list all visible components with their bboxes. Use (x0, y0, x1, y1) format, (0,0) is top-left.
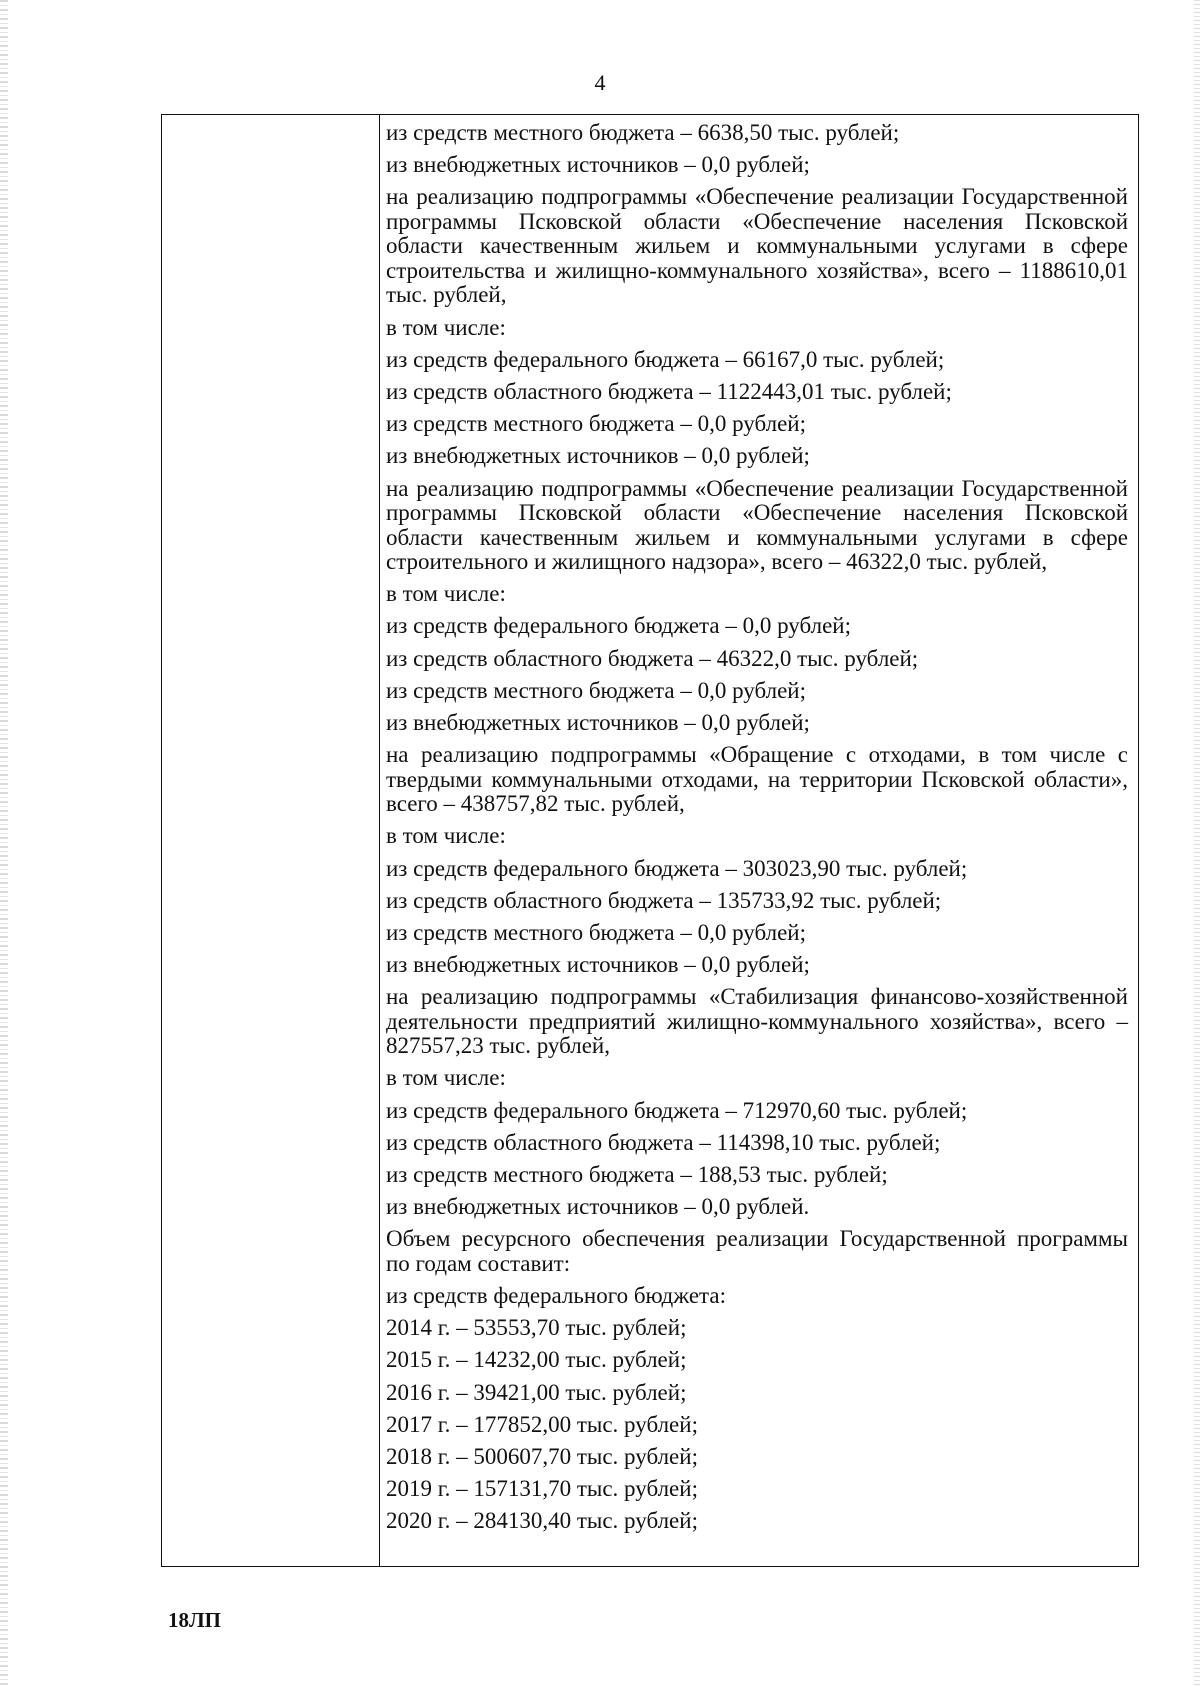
text-paragraph: 2018 г. – 500607,70 тыс. рублей; (386, 1444, 698, 1469)
text-paragraph: из средств местного бюджета – 6638,50 тыс. рублей; (386, 120, 900, 145)
text-paragraph: из средств местного бюджета – 188,53 тыс. рублей; (386, 1162, 888, 1187)
text-paragraph: из внебюджетных источников – 0,0 рублей. (386, 1194, 810, 1220)
text-paragraph: Объем ресурсного обеспечения реализации Государственной программы по годам составит: (386, 1226, 1128, 1276)
scan-edge-right (1194, 0, 1200, 1686)
footer-code: 18ЛП (168, 1608, 221, 1632)
text-paragraph: из средств федерального бюджета – 0,0 рублей; (386, 613, 852, 639)
text-paragraph: из внебюджетных источников – 0,0 рублей; (386, 952, 810, 978)
text-paragraph: 2016 г. – 39421,00 тыс. рублей; (386, 1379, 687, 1405)
text-paragraph: из внебюджетных источников – 0,0 рублей; (386, 152, 810, 178)
column-divider (379, 115, 380, 1566)
text-paragraph: на реализацию подпрограммы «Обеспечение реализации Государственной программы Псковской области «Обеспечение населения Псковской области качественным жильем и коммунальными услугами в сфере строительного и жилищного надзора», всего – 46322,0 тыс. рублей, (386, 475, 1128, 574)
text-paragraph: из средств федерального бюджета: (386, 1283, 726, 1309)
text-paragraph: в том числе: (386, 823, 506, 849)
text-paragraph: из средств местного бюджета – 0,0 рублей; (386, 677, 807, 703)
document-table (161, 114, 1139, 1567)
text-paragraph: на реализацию подпрограммы «Стабилизация финансово-хозяйственной деятельности предприятий жилищно-коммунального хозяйства», всего – 827557,23 тыс. рублей, (386, 984, 1128, 1059)
text-paragraph: в том числе: (386, 1065, 506, 1091)
text-paragraph: из внебюджетных источников – 0,0 рублей; (386, 709, 810, 735)
text-paragraph: в том числе: (386, 314, 506, 340)
text-paragraph: на реализацию подпрограммы «Обеспечение реализации Государственной программы Псковской области «Обеспечение населения Псковской области качественным жильем и коммунальными услугами в сфере строительства и жилищно-коммунального хозяйства», всего – 1188610,01 тыс. рублей, (386, 184, 1128, 308)
text-paragraph: из внебюджетных источников – 0,0 рублей; (386, 443, 810, 469)
page-number: 4 (594, 70, 606, 95)
text-paragraph: 2015 г. – 14232,00 тыс. рублей; (386, 1347, 687, 1373)
text-paragraph: 2019 г. – 157131,70 тыс. рублей; (386, 1476, 698, 1502)
text-paragraph: в том числе: (386, 581, 506, 607)
text-paragraph: из средств областного бюджета – 1122443,01 тыс. рублей; (386, 378, 952, 404)
text-paragraph: 2020 г. – 284130,40 тыс. рублей; (386, 1508, 698, 1534)
scan-edge-left (0, 0, 8, 1686)
text-paragraph: из средств федерального бюджета – 66167,0 тыс. рублей; (386, 346, 945, 372)
text-paragraph: из средств федерального бюджета – 712970,60 тыс. рублей; (386, 1097, 968, 1123)
text-paragraph: 2014 г. – 53553,70 тыс. рублей; (386, 1315, 687, 1341)
text-paragraph: из средств местного бюджета – 0,0 рублей; (386, 919, 807, 945)
text-paragraph: из средств областного бюджета – 46322,0 тыс. рублей; (386, 645, 919, 671)
text-paragraph: 2017 г. – 177852,00 тыс. рублей; (386, 1411, 698, 1437)
text-paragraph: на реализацию подпрограммы «Обращение с отходами, в том числе с твердыми коммунальными отходами, на территории Псковской области», всего – 438757,82 тыс. рублей, (386, 742, 1128, 817)
text-paragraph: из средств областного бюджета – 135733,92 тыс. рублей; (386, 887, 942, 913)
text-paragraph: из средств федерального бюджета – 303023,90 тыс. рублей; (386, 855, 968, 881)
text-paragraph: из средств местного бюджета – 0,0 рублей; (386, 411, 807, 437)
table-right-cell (386, 121, 1128, 1542)
text-paragraph: из средств областного бюджета – 114398,10 тыс. рублей; (386, 1129, 941, 1155)
